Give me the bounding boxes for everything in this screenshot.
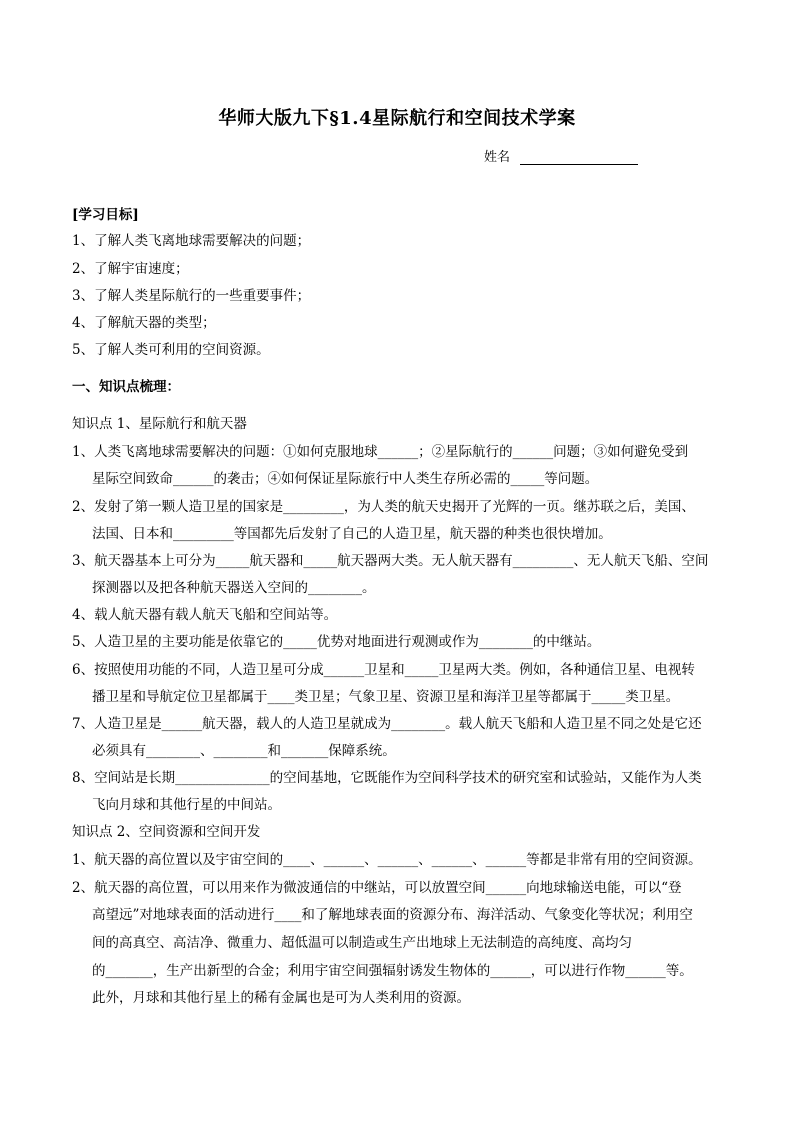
kp1-line: 5、人造卫星的主要功能是依靠它的_____优势对地面进行观测或作为________的中继站。 bbox=[72, 634, 601, 650]
kp1-line: 3、航天器基本上可分为_____航天器和_____航天器两大类。无人航天器有_________、无人航天飞船、空间 bbox=[72, 553, 709, 569]
kp1-line: 法国、日本和_________等国都先后发射了自己的人造卫星，航天器的种类也很快增加。 bbox=[92, 526, 612, 542]
goal-item: 2、了解宇宙速度； bbox=[72, 261, 189, 277]
name-blank-line[interactable] bbox=[520, 150, 638, 165]
kp1-line: 6、按照使用功能的不同，人造卫星可分成______卫星和_____卫星两大类。例如，各种通信卫星、电视转 bbox=[72, 662, 695, 678]
kp2-heading: 知识点 2、空间资源和空间开发 bbox=[72, 824, 261, 840]
kp1-line: 探测器以及把各种航天器送入空间的________。 bbox=[92, 580, 376, 596]
kp2-line: 间的高真空、高洁净、微重力、超低温可以制造或生产出地球上无法制造的高纯度、高均匀 bbox=[92, 935, 632, 951]
kp2-line: 的_______，生产出新型的合金；利用宇宙空间强辐射诱发生物体的______，可以进行作物______等。 bbox=[92, 963, 693, 979]
goal-item: 3、了解人类星际航行的一些重要事件； bbox=[72, 288, 311, 304]
goal-item: 1、了解人类飞离地球需要解决的问题； bbox=[72, 233, 311, 249]
kp1-line: 必须具有________、________和_______保障系统。 bbox=[92, 743, 396, 759]
kp2-line: 2、航天器的高位置，可以用来作为微波通信的中继站，可以放置空间______向地球输送电能，可以“登 bbox=[72, 880, 682, 896]
kp2-line: 高望远”对地球表面的活动进行____和了解地球表面的资源分布、海洋活动、气象变化等状况；利用空 bbox=[92, 907, 693, 923]
kp1-line: 7、人造卫星是______航天器，载人的人造卫星就成为________。载人航天飞船和人造卫星不同之处是它还 bbox=[72, 716, 702, 732]
goals-heading: [学习目标] bbox=[72, 207, 139, 223]
kp1-line: 飞向月球和其他行星的中间站。 bbox=[92, 797, 281, 813]
kp1-line: 1、人类飞离地球需要解决的问题：①如何克服地球______；②星际航行的______问题；③如何避免受到 bbox=[72, 444, 689, 460]
kp1-line: 4、载人航天器有载人航天飞船和空间站等。 bbox=[72, 607, 338, 623]
name-field-row bbox=[484, 146, 638, 165]
name-label: 姓名 bbox=[484, 150, 511, 165]
kp1-line: 星际空间致命______的袭击；④如何保证星际旅行中人类生存所必需的_____等问题。 bbox=[92, 471, 599, 487]
page-title: 华师大版九下§1.4星际航行和空间技术学案 bbox=[218, 108, 576, 129]
section-heading: 一、知识点梳理： bbox=[72, 379, 180, 395]
goal-item: 4、了解航天器的类型； bbox=[72, 315, 216, 331]
goal-item: 5、了解人类可利用的空间资源。 bbox=[72, 342, 270, 358]
kp1-line: 8、空间站是长期______________的空间基地，它既能作为空间科学技术的研究室和试验站，又能作为人类 bbox=[72, 770, 702, 786]
kp2-line: 1、航天器的高位置以及宇宙空间的____、______、______、______、______等都是非常有用的空间资源。 bbox=[72, 852, 702, 868]
kp1-heading: 知识点 1、星际航行和航天器 bbox=[72, 416, 247, 432]
kp1-line: 2、发射了第一颗人造卫星的国家是_________，为人类的航天史揭开了光辉的一页。继苏联之后，美国、 bbox=[72, 499, 695, 515]
kp2-line: 此外，月球和其他行星上的稀有金属也是可为人类利用的资源。 bbox=[92, 990, 470, 1006]
kp1-line: 播卫星和导航定位卫星都属于____类卫星；气象卫星、资源卫星和海洋卫星等都属于_____类卫星。 bbox=[92, 689, 680, 705]
